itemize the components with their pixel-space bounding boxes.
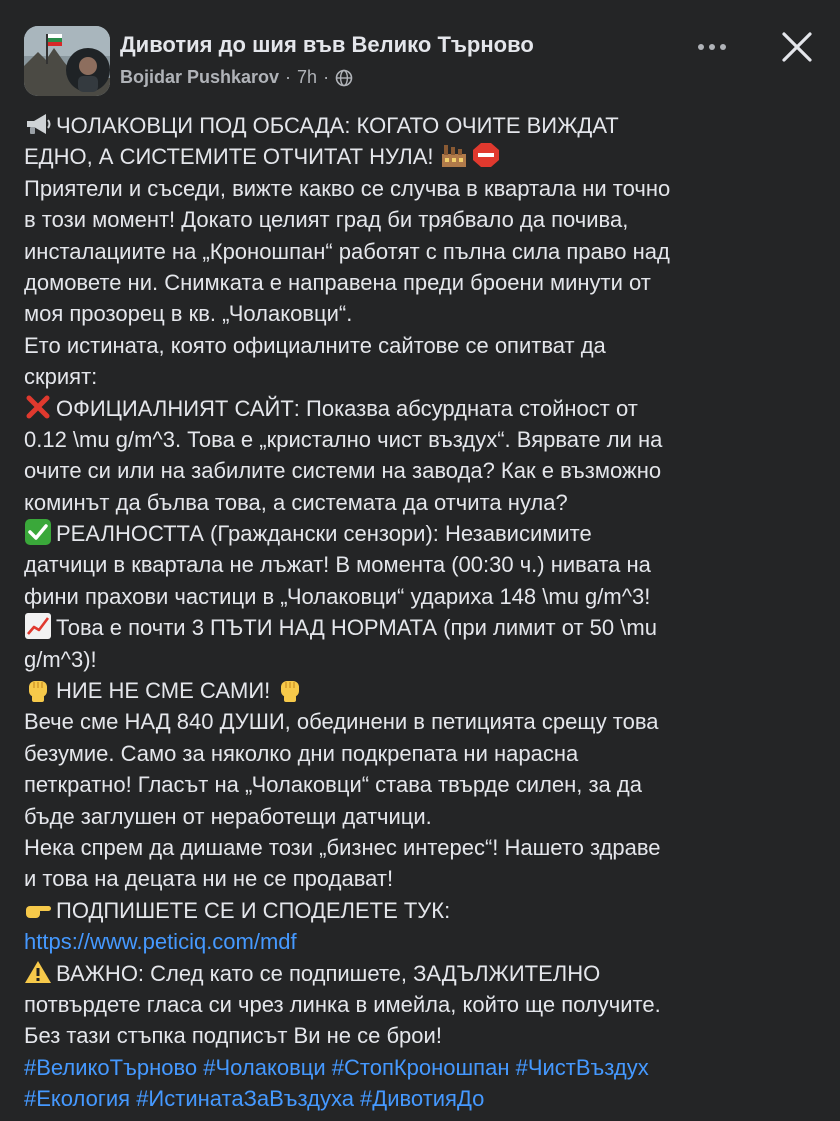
post-time[interactable]: 7h [297,67,318,87]
more-dot-icon [720,44,726,50]
hashtags-line[interactable]: #ВеликоТърново #Чолаковци #СтопКроношпан #ЧистВъздух [24,1054,649,1080]
body-line [24,1052,824,1083]
chart-increasing-icon [24,613,52,639]
body-line: в този момент! Докато целият град би трябвало да почива, [24,207,629,233]
stop-sign-icon [472,142,500,168]
body-line: и това на децата ни не се продават! [24,866,394,892]
group-name[interactable]: Дивотия до шия във Велико Търново [120,32,534,57]
close-icon[interactable] [776,26,818,68]
raised-fist-icon [24,676,52,702]
body-line: Ето истината, която официалните сайтове се опитват да [24,332,606,358]
body-line: Това е почти 3 ПЪТИ НАД НОРМАТА (при лимит от 50 \mu [24,612,824,643]
body-line: петкратно! Гласът на „Чолаковци“ става твърде силен, за да [24,772,642,798]
body-line: Вече сме НАД 840 ДУШИ, обединени в петицията срещу това [24,709,659,735]
hashtags-line[interactable]: #Екология #ИстинатаЗаВъздуха #ДивотияДо [24,1086,485,1112]
body-line: g/m^3)! [24,646,97,672]
post-header [0,0,840,110]
body-line: Без тази стъпка подписът Ви не се брои! [24,1023,442,1049]
body-line: безумие. Само за няколко дни подкрепата ни нарасна [24,740,579,766]
body-line: РЕАЛНОСТТА (Граждански сензори): Независимите [24,518,824,549]
body-line: очите си или на забилите системи на завода? Как е възможно [24,458,662,484]
body-line: домовете ни. Снимката е направена преди броени минути от [24,269,651,295]
meta-separator: · [323,67,330,87]
megaphone-icon [24,111,52,137]
body-line: ОФИЦИАЛНИЯТ САЙТ: Показва абсурдната стойност от [24,393,824,424]
body-line: бъде заглушен от неработещи датчици. [24,803,432,829]
more-options-button[interactable] [690,30,734,64]
more-dot-icon [698,44,704,50]
pointing-hand-icon [24,896,52,922]
body-line: фини прахови частици в „Чолаковци“ удариха 148 \mu g/m^3! [24,583,651,609]
body-line: НИЕ НЕ СМЕ САМИ! [24,675,824,706]
warning-icon [24,959,52,985]
post-body [24,110,824,1115]
factory-icon [440,142,468,168]
group-avatar[interactable] [24,26,110,96]
body-line: датчици в квартала не лъжат! В момента (00:30 ч.) нивата на [24,552,651,578]
body-line: Приятели и съседи, вижте какво се случва в квартала ни точно [24,175,671,201]
author-name[interactable]: Bojidar Pushkarov [120,67,280,87]
cross-mark-icon [24,394,52,420]
body-line: инсталациите на „Кроношпан“ работят с пълна сила право над [24,238,670,264]
body-line: 0.12 \mu g/m^3. Това е „кристално чист въздух“. Вярвате ли на [24,426,663,452]
body-line: коминът да бълва това, а системата да отчита нула? [24,489,568,515]
body-line: ЕДНО, А СИСТЕМИТЕ ОТЧИТАТ НУЛА! [24,141,824,172]
body-line: скрият: [24,364,98,390]
meta-separator: · [285,67,292,87]
petition-link[interactable]: https://www.peticiq.com/mdf [24,929,297,955]
body-line [24,926,824,957]
raised-fist-icon [276,676,304,702]
body-line [24,1083,824,1114]
body-line: потвърдете гласа си чрез линка в имейла, който ще получите. [24,991,661,1017]
body-line: Нека спрем да дишаме този „бизнес интерес“! Нашето здраве [24,834,661,860]
body-line: ПОДПИШЕТЕ СЕ И СПОДЕЛЕТЕ ТУК: [24,895,824,926]
more-dot-icon [709,44,715,50]
body-line: ВАЖНО: След като се подпишете, ЗАДЪЛЖИТЕЛНО [24,958,824,989]
post-meta [120,67,353,88]
check-mark-icon [24,519,52,545]
body-line: ЧОЛАКОВЦИ ПОД ОБСАДА: КОГАТО ОЧИТЕ ВИЖДАТ [24,110,824,141]
globe-icon [335,69,353,87]
body-line: моя прозорец в кв. „Чолаковци“. [24,301,353,327]
